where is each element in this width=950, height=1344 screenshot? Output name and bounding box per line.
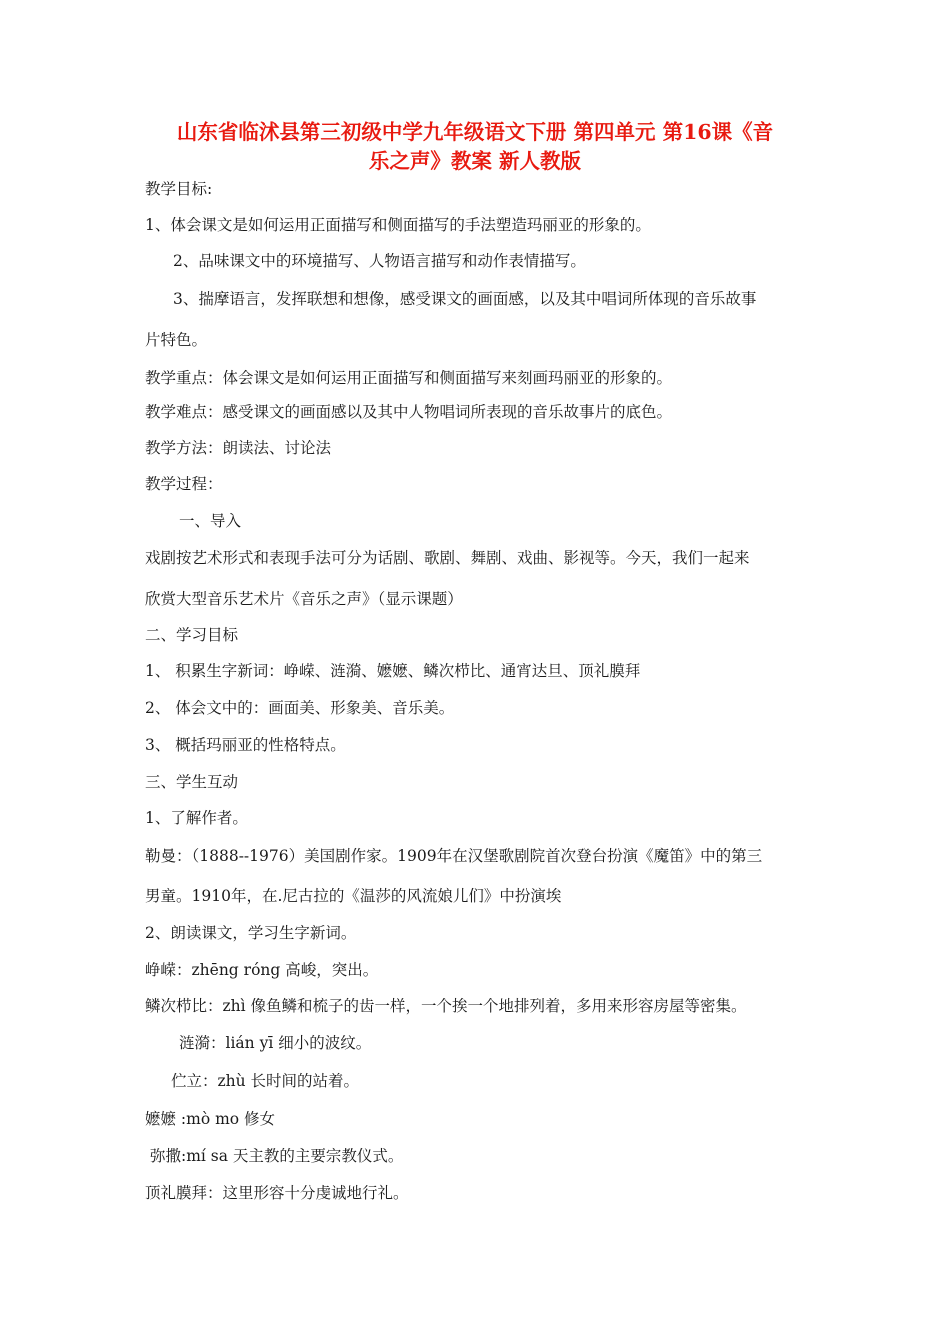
section-1-heading: 一、导入 (179, 512, 242, 530)
vocab-misa: 弥撒:mí sa 天主教的主要宗教仪式。 (150, 1147, 404, 1165)
goal-1: 1、体会课文是如何运用正面描写和侧面描写的手法塑造玛丽亚的形象的。 (145, 216, 651, 234)
step-2-heading: 2、朗读课文，学习生字新词。 (145, 924, 357, 942)
learning-goal-2: 2、 体会文中的：画面美、形象美、音乐美。 (145, 699, 455, 717)
vocab-zhengrong: 峥嵘：zhēng róng 高峻，突出。 (145, 961, 379, 979)
teaching-focus: 教学重点：体会课文是如何运用正面描写和侧面描写来刻画玛丽亚的形象的。 (145, 369, 673, 387)
intro-paragraph-line-2: 欣赏大型音乐艺术片《音乐之声》（显示课题） (145, 590, 463, 608)
learning-goal-3: 3、 概括玛丽亚的性格特点。 (145, 736, 346, 754)
teaching-method: 教学方法：朗读法、讨论法 (145, 439, 332, 457)
goal-2: 2、品味课文中的环境描写、人物语言描写和动作表情描写。 (173, 252, 586, 270)
vocab-zhuli: 伫立：zhù 长时间的站着。 (171, 1072, 360, 1090)
title-line-2: 乐之声》教案 新人教版 (368, 149, 582, 173)
author-bio-line-1: 勒曼：（1888--1976）美国剧作家。1909年在汉堡歌剧院首次登台扮演《魔笛》中的第三 (145, 847, 763, 865)
section-3-heading: 三、学生互动 (145, 773, 239, 791)
vocab-lianyi: 涟漪：lián yī 细小的波纹。 (179, 1034, 372, 1052)
title-line-1: 山东省临沭县第三初级中学九年级语文下册 第四单元 第16课《音 (176, 120, 774, 144)
learning-goal-1: 1、 积累生字新词：峥嵘、涟漪、嬷嬷、鳞次栉比、通宵达旦、顶礼膜拜 (145, 662, 641, 680)
teaching-difficulty: 教学难点：感受课文的画面感以及其中人物唱词所表现的音乐故事片的底色。 (145, 403, 673, 421)
document-title (140, 118, 810, 176)
step-1-heading: 1、了解作者。 (145, 809, 248, 827)
author-bio-line-2: 男童。1910年，在.尼古拉的《温莎的风流娘儿们》中扮演埃 (145, 887, 562, 905)
vocab-momo: 嬷嬷 :mò mo 修女 (145, 1110, 276, 1128)
goal-3: 3、揣摩语言，发挥联想和想像，感受课文的画面感，以及其中唱词所体现的音乐故事 (173, 290, 757, 308)
teaching-goals-heading: 教学目标: (145, 180, 213, 198)
vocab-dinglimobai: 顶礼膜拜：这里形容十分虔诚地行礼。 (145, 1184, 409, 1202)
teaching-process-heading: 教学过程： (145, 475, 223, 493)
goal-3-continued: 片特色。 (145, 331, 208, 349)
section-2-heading: 二、学习目标 (145, 626, 239, 644)
intro-paragraph-line-1: 戏剧按艺术形式和表现手法可分为话剧、歌剧、舞剧、戏曲、影视等。今天，我们一起来 (145, 549, 750, 567)
vocab-lincibibi: 鳞次栉比：zhì 像鱼鳞和梳子的齿一样，一个挨一个地排列着，多用来形容房屋等密集。 (145, 997, 747, 1015)
